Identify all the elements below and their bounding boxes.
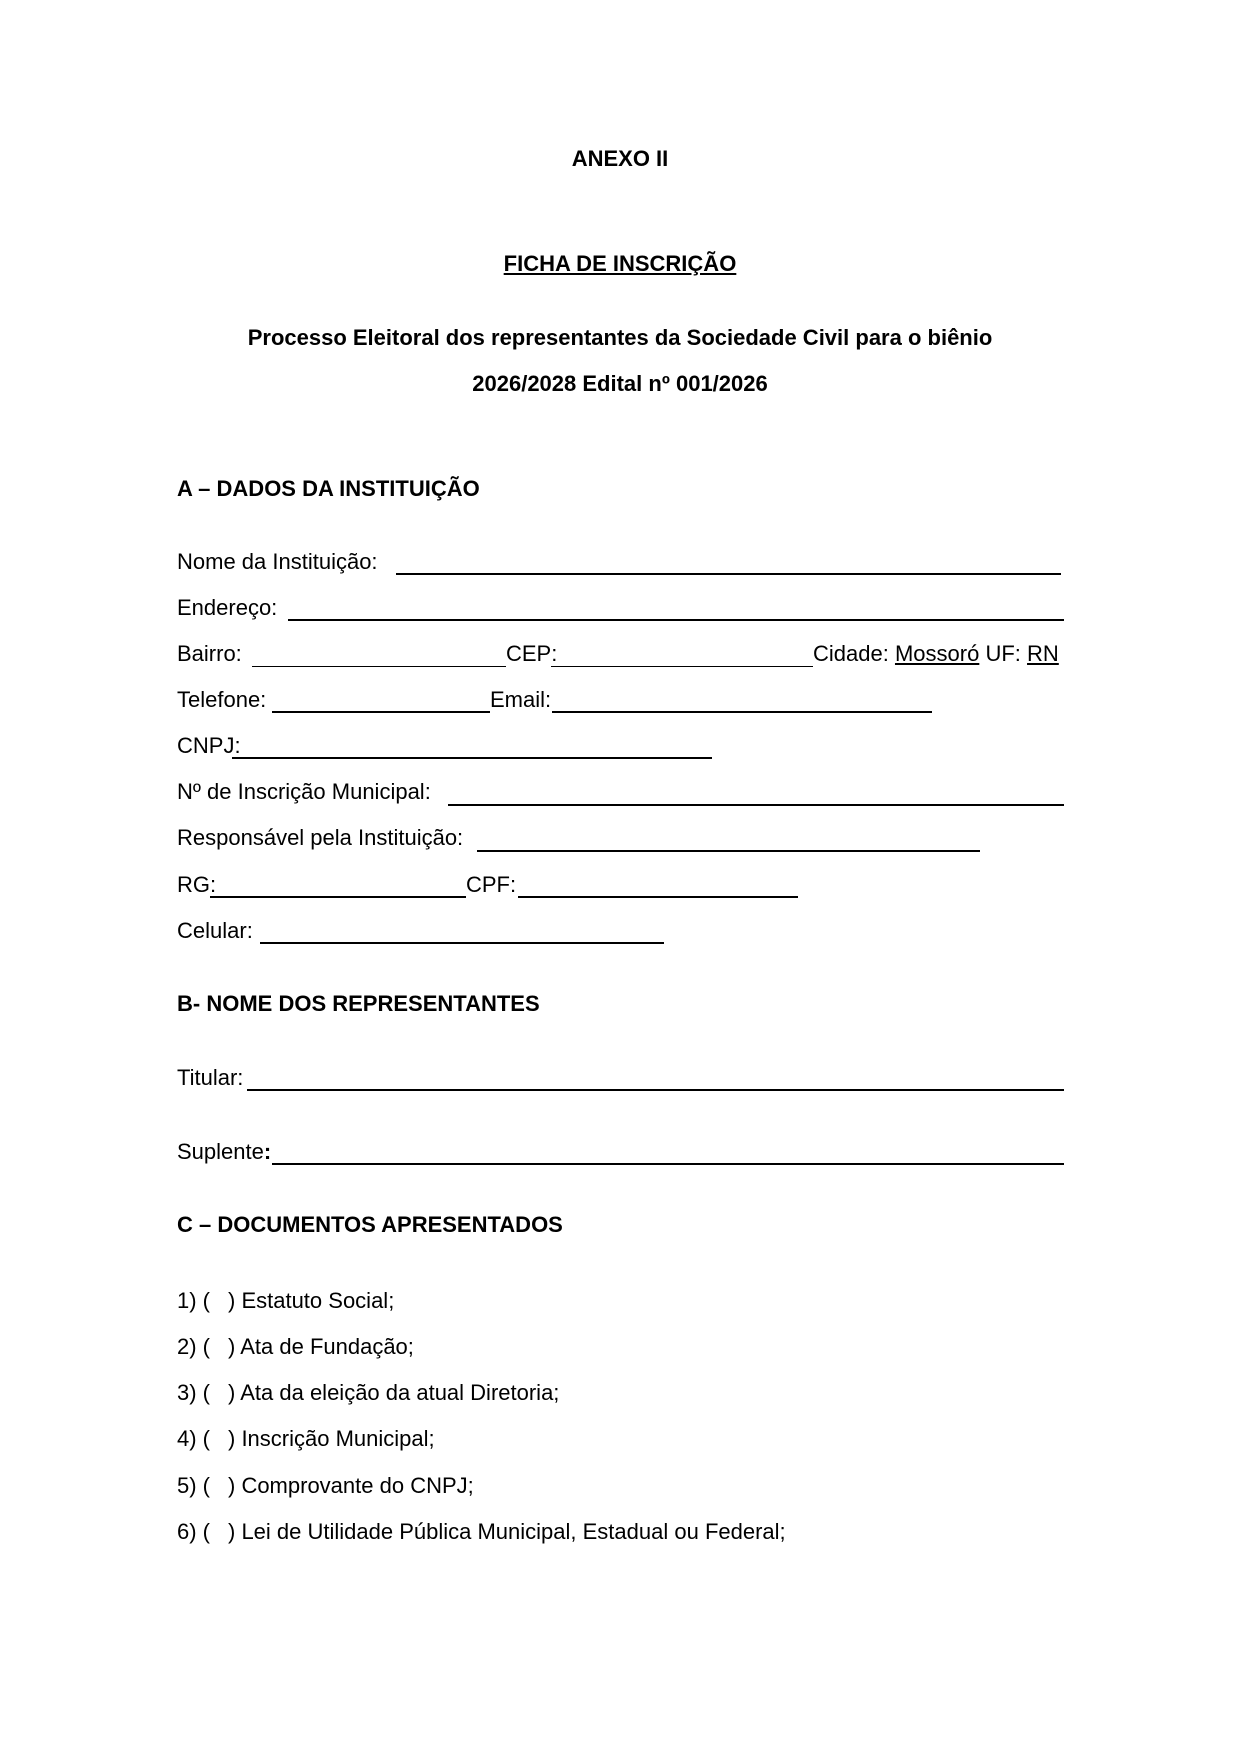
endereco-field[interactable] [288,619,1064,621]
subtitle-line-2: 2026/2028 Edital nº 001/2026 [472,371,768,396]
bairro-field[interactable] [252,666,506,667]
cnpj-label: CNPJ: [177,733,241,758]
document-item [177,1424,435,1454]
celular-label: Celular: [177,918,253,943]
telefone-field[interactable] [272,711,490,713]
document-item [177,1378,559,1408]
nome-label: Nome da Instituição: [177,549,378,574]
celular-field[interactable] [260,942,664,944]
telefone-label: Telefone: [177,687,267,712]
document-item-number: 6) ( [177,1519,210,1544]
uf-value: RN [1027,641,1059,666]
suplente-field[interactable] [272,1163,1064,1165]
nome-field[interactable] [396,573,1061,575]
responsavel-label: Responsável pela Instituição: [177,825,464,850]
cidade-label: Cidade: [813,641,889,666]
document-item-text: ) Estatuto Social; [228,1288,395,1313]
responsavel-field[interactable] [477,850,980,852]
document-item-number: 4) ( [177,1426,210,1451]
subtitle-line-1: Processo Eleitoral dos representantes da Sociedade Civil para o biênio [247,325,993,350]
document-item-text: ) Comprovante do CNPJ; [228,1473,474,1498]
form-title [0,251,1240,277]
document-item [177,1471,474,1501]
document-item-number: 3) ( [177,1380,210,1405]
form-title-text: FICHA DE INSCRIÇÃO [503,251,737,276]
suplente-colon: : [263,1139,272,1164]
document-item-text: ) Ata da eleição da atual Diretoria; [228,1380,560,1405]
suplente-label-group [177,1137,271,1167]
inscricao-municipal-field[interactable] [448,804,1064,806]
document-item-text: ) Lei de Utilidade Pública Municipal, Estadual ou Federal; [228,1519,786,1544]
suplente-label: Suplente [177,1139,264,1164]
email-field[interactable] [552,711,932,713]
document-item [177,1286,394,1316]
document-item [177,1332,414,1362]
cidade-value: Mossoró [894,641,980,666]
titular-label: Titular: [177,1065,244,1090]
document-item-number: 2) ( [177,1334,210,1359]
document-item-number: 1) ( [177,1288,210,1313]
cep-label: CEP: [506,641,558,666]
document-item-text: ) Inscrição Municipal; [228,1426,435,1451]
uf-label: UF: [985,641,1021,666]
document-item [177,1517,786,1547]
rg-field[interactable] [210,896,466,898]
inscricao-municipal-label: Nº de Inscrição Municipal: [177,779,431,804]
cidade-uf-group [813,639,1059,669]
endereco-label: Endereço: [177,595,278,620]
titular-field[interactable] [247,1089,1064,1091]
document-item-text: ) Ata de Fundação; [228,1334,414,1359]
cep-field[interactable] [551,666,813,667]
annex-title: ANEXO II [571,146,669,171]
section-c-title: C – DOCUMENTOS APRESENTADOS [177,1212,563,1237]
rg-label: RG: [177,872,217,897]
bairro-label: Bairro: [177,641,242,666]
cpf-field[interactable] [518,896,798,898]
cpf-label: CPF: [466,872,517,897]
section-b-title: B- NOME DOS REPRESENTANTES [177,991,540,1016]
section-a-title: A – DADOS DA INSTITUIÇÃO [177,476,480,501]
document-item-number: 5) ( [177,1473,210,1498]
email-label: Email: [490,687,552,712]
cnpj-field[interactable] [232,757,712,759]
